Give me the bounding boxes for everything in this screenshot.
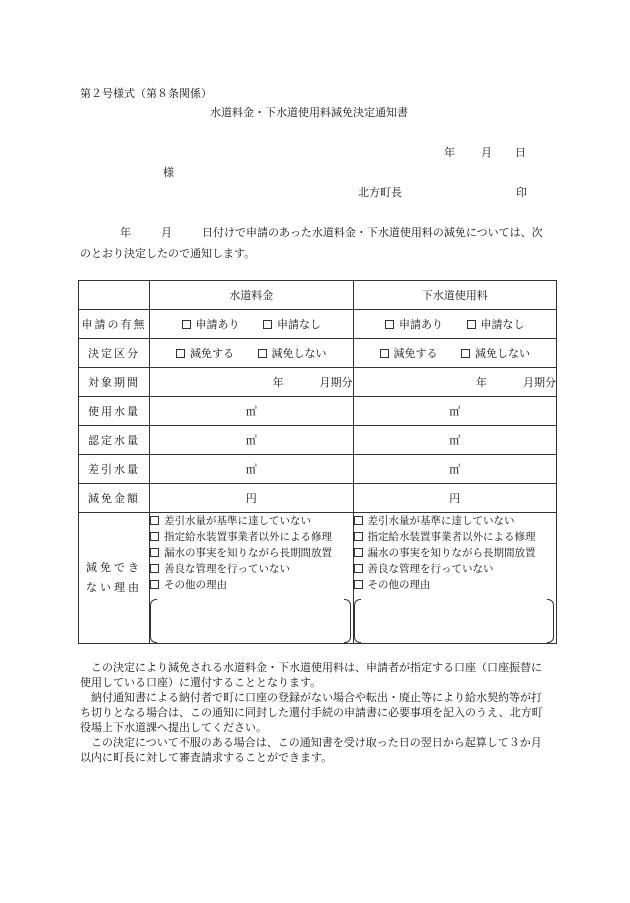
application-sewer-no[interactable] [467,316,525,332]
reason-text: 差引水量が基準に達していない [367,515,515,527]
application-water-yes[interactable] [182,316,240,332]
issuer-name: 北方町長 [358,186,402,199]
option-label: 減免する [393,347,438,360]
row-label-reason [79,513,150,644]
intro-paragraph [80,222,550,264]
checkbox-icon[interactable] [380,349,389,358]
reason-item[interactable] [150,513,353,529]
decision-sewer-deny[interactable] [461,345,530,361]
checkbox-icon[interactable] [150,516,159,525]
approved-sewer-cell[interactable]: ㎥ [353,426,557,455]
document-title: 水道料金・下水道使用料減免決定通知書 [210,106,408,119]
note-refund: この決定により減免される水道料金・下水道使用料は、申請者が指定する口座（口座振替に使用している口座）に還付することとなります。 [80,661,542,689]
reason-item[interactable] [354,545,557,561]
column-header-sewer: 下水道使用料 [353,281,557,310]
period-water-cell[interactable] [150,368,354,397]
checkbox-icon[interactable] [182,320,191,329]
decision-sewer-grant[interactable] [380,345,438,361]
intro-year: 年 [120,226,131,239]
right-bracket-icon [344,599,351,643]
period-sewer-cell[interactable] [353,368,557,397]
reason-item[interactable] [150,561,353,577]
period-month: 月期分 [523,376,556,389]
row-label-amount: 減免金額 [79,484,150,513]
reason-text: その他の理由 [164,579,227,591]
decision-sewer-cell [353,339,557,368]
reason-label-line2: ない理由 [86,581,142,594]
reason-sewer-cell [353,513,557,644]
reason-text: その他の理由 [367,579,431,591]
note-appeal: この決定について不服のある場合は、この通知書を受け取った日の翌日から起算して３か月以内に町長に対して審査請求することができます。 [80,736,542,764]
other-reason-field[interactable] [150,599,353,643]
decision-water-cell [150,339,354,368]
checkbox-icon[interactable] [354,564,363,573]
note-procedure: 納付通知書による納付者で町に口座の登録がない場合や転出・廃止等により給水契約等が打ち切りとなる場合は、この通知に同封した還付手続の申請書に必要事項を記入のうえ、北方町役場上下水道課へ提出してください。 [80,691,543,734]
checkbox-icon[interactable] [150,548,159,557]
checkbox-icon[interactable] [176,349,185,358]
difference-sewer-cell[interactable]: ㎥ [353,455,557,484]
row-label-application: 申請の有無 [79,310,150,339]
date-month-label: 月 [481,146,492,159]
column-header-water: 水道料金 [150,281,354,310]
intro-month: 月 [161,226,172,239]
reason-text: 漏水の事実を知りながら長期間放置 [164,547,332,559]
reason-text: 善良な管理を行っていない [164,563,290,575]
application-water-no[interactable] [263,316,321,332]
reason-item[interactable] [150,577,353,593]
option-label: 減免する [190,347,234,360]
difference-water-cell[interactable]: ㎥ [150,455,354,484]
addressee-suffix: 様 [163,166,174,179]
checkbox-icon[interactable] [467,320,476,329]
right-bracket-icon [547,599,554,643]
application-sewer-cell [353,310,557,339]
reason-text: 善良な管理を行っていない [367,563,494,575]
reason-item[interactable] [354,577,557,593]
reason-text: 差引水量が基準に達していない [164,515,311,527]
intro-text: 日付けで申請のあった水道料金・下水道使用料の減免については、次のとおり決定したので通知します。 [80,226,543,260]
left-bracket-icon [354,599,361,643]
row-label-period: 対象期間 [79,368,150,397]
row-label-difference: 差引水量 [79,455,150,484]
checkbox-icon[interactable] [150,580,159,589]
reason-item[interactable] [354,561,557,577]
period-month: 月期分 [319,376,353,389]
approved-water-cell[interactable]: ㎥ [150,426,354,455]
amount-water-cell[interactable]: 円 [150,484,354,513]
row-label-usage: 使用水量 [79,397,150,426]
option-label: 申請なし [480,318,525,331]
amount-sewer-cell[interactable]: 円 [353,484,557,513]
option-label: 申請なし [277,318,321,331]
checkbox-icon[interactable] [354,548,363,557]
option-label: 減免しない [475,347,530,360]
reason-item[interactable] [150,545,353,561]
checkbox-icon[interactable] [354,516,363,525]
row-label-approved: 認定水量 [79,426,150,455]
reason-item[interactable] [354,529,557,545]
checkbox-icon[interactable] [385,320,394,329]
application-water-cell [150,310,354,339]
left-bracket-icon [150,599,157,643]
seal-mark: 印 [516,186,527,199]
checkbox-icon[interactable] [461,349,470,358]
corner-cell [79,281,150,310]
reason-text: 漏水の事実を知りながら長期間放置 [367,547,536,559]
option-label: 申請あり [399,318,443,331]
application-sewer-yes[interactable] [385,316,443,332]
checkbox-icon[interactable] [150,564,159,573]
decision-water-grant[interactable] [176,345,234,361]
checkbox-icon[interactable] [354,580,363,589]
option-label: 申請あり [195,318,240,331]
other-reason-field[interactable] [354,599,557,643]
usage-sewer-cell[interactable]: ㎥ [353,397,557,426]
date-day-label: 日 [515,146,526,159]
checkbox-icon[interactable] [150,532,159,541]
checkbox-icon[interactable] [263,320,272,329]
option-label: 減免しない [271,347,327,360]
period-year: 年 [272,376,284,389]
reason-item[interactable] [150,529,353,545]
date-year-label: 年 [444,146,455,159]
period-year: 年 [476,376,487,389]
notes-section [80,660,552,765]
checkbox-icon[interactable] [258,349,267,358]
checkbox-icon[interactable] [354,532,363,541]
reason-text: 指定給水装置事業者以外による修理 [367,531,536,543]
usage-water-cell[interactable]: ㎥ [150,397,354,426]
row-label-decision: 決定区分 [79,339,150,368]
reason-item[interactable] [354,513,557,529]
reason-text: 指定給水装置事業者以外による修理 [164,531,332,543]
form-number: 第２号様式（第８条関係） [80,87,212,100]
decision-water-deny[interactable] [258,345,327,361]
reason-water-cell [150,513,354,644]
reason-label-line1: 減免でき [86,561,142,574]
decision-table [78,280,557,644]
